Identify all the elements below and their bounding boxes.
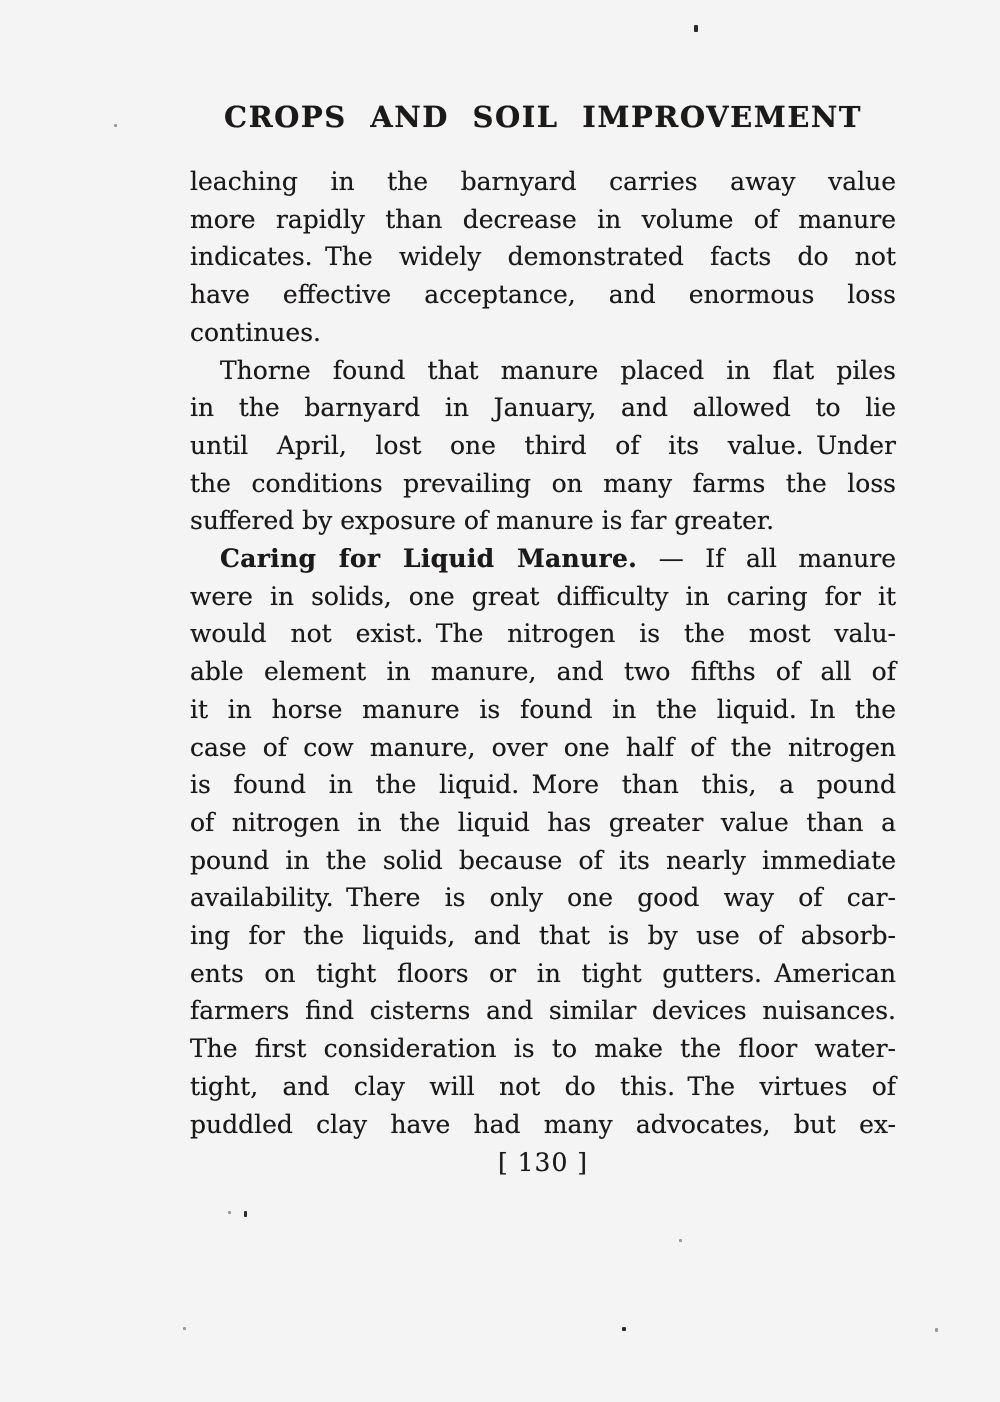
text-line: indicates. The widely demonstrated facts do not <box>190 242 896 272</box>
scan-speck <box>694 25 698 32</box>
text-line: until April, lost one third of its value. Under <box>190 430 896 460</box>
running-header: CROPS AND SOIL IMPROVEMENT <box>223 100 863 134</box>
text-line: would not exist. The nitrogen is the most valu- <box>190 619 896 649</box>
text-line: case of cow manure, over one half of the nitrogen <box>190 732 896 762</box>
scan-speck <box>114 124 117 127</box>
text-line: the conditions prevailing on many farms the loss <box>190 468 896 498</box>
text-line: availability. There is only one good way of car- <box>190 883 896 913</box>
scan-speck <box>679 1239 682 1242</box>
text-line: of nitrogen in the liquid has greater value than a <box>190 807 896 837</box>
page-number: [ 130 ] <box>497 1148 589 1177</box>
text-line: ents on tight floors or in tight gutters. American <box>190 958 896 988</box>
text-line: in the barnyard in January, and allowed to lie <box>190 393 896 423</box>
scan-speck <box>622 1327 626 1331</box>
scan-speck <box>228 1211 231 1214</box>
text-line: is found in the liquid. More than this, a pound <box>190 770 896 800</box>
bold-run-in-heading: Caring for Liquid Manure. <box>220 544 638 574</box>
body-text <box>190 163 896 1143</box>
text-line: ing for the liquids, and that is by use of absorb- <box>190 921 896 951</box>
text-line: it in horse manure is found in the liquid. In the <box>190 694 896 724</box>
text-line: able element in manure, and two fifths of all of <box>190 657 896 687</box>
text-line: The first consideration is to make the floor water- <box>190 1034 896 1064</box>
text-line: have effective acceptance, and enormous loss <box>190 280 896 310</box>
text-line: pound in the solid because of its nearly immediate <box>190 845 896 875</box>
text-line: were in solids, one great difficulty in caring for it <box>190 581 896 611</box>
text-line: continues. <box>190 317 321 347</box>
text-line: suffered by exposure of manure is far greater. <box>190 506 775 536</box>
scan-speck <box>183 1327 186 1330</box>
scan-speck <box>935 1328 938 1332</box>
text-line: farmers find cisterns and similar devices nuisances. <box>190 996 896 1026</box>
scan-speck <box>244 1211 247 1217</box>
text-line: tight, and clay will not do this. The virtues of <box>190 1071 896 1101</box>
text-line: more rapidly than decrease in volume of manure <box>190 204 896 234</box>
text-line: leaching in the barnyard carries away value <box>190 167 896 196</box>
text-line: puddled clay have had many advocates, but ex- <box>190 1109 896 1139</box>
text-line: Caring for Liquid Manure. — If all manure <box>220 544 896 574</box>
text-line: Thorne found that manure placed in flat piles <box>220 355 896 385</box>
